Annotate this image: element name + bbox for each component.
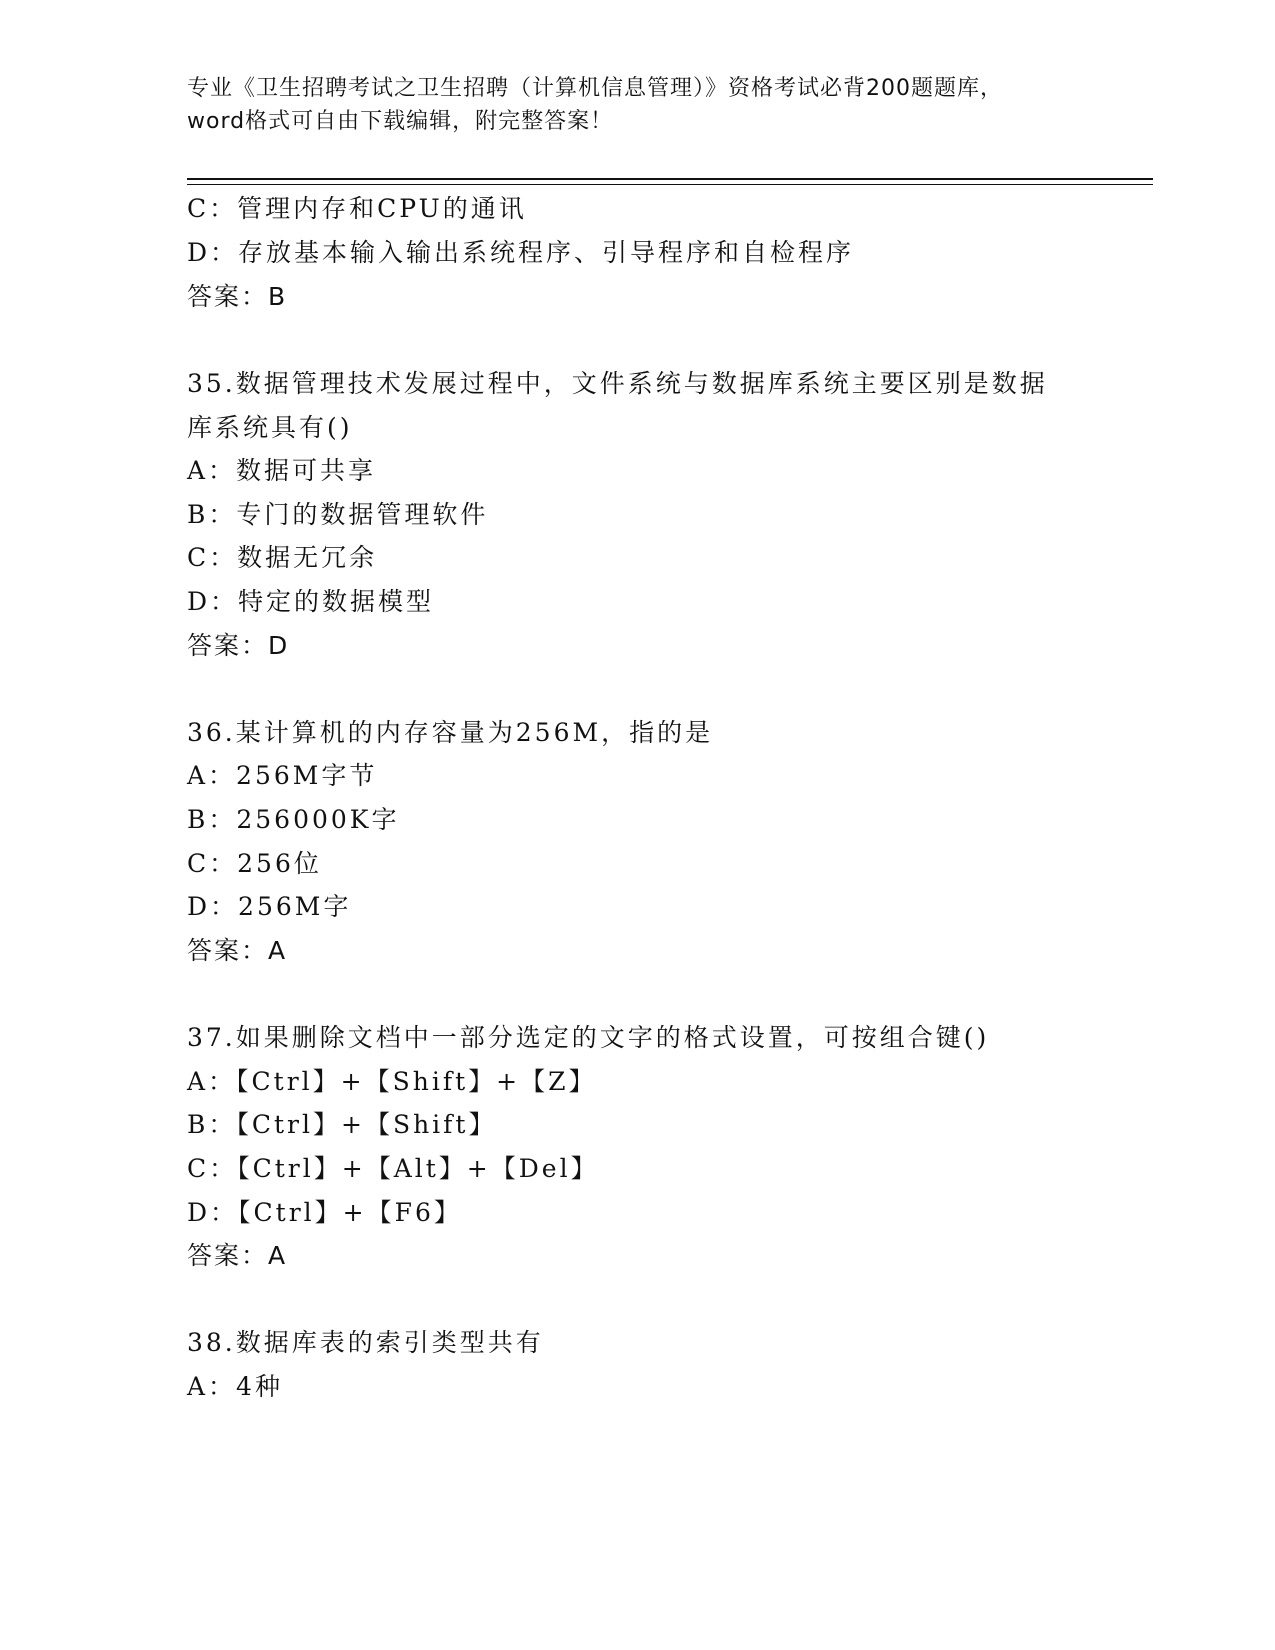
header-line-2: word格式可自由下载编辑，附完整答案！ <box>187 109 614 134</box>
option-d: D：256M字 <box>187 892 352 921</box>
option-a: A：【Ctrl】+【Shift】+【Z】 <box>187 1067 597 1096</box>
option-c: C：管理内存和CPU的通讯 <box>187 194 527 223</box>
header-line-1: 专业《卫生招聘考试之卫生招聘（计算机信息管理）》资格考试必背200题题库， <box>187 76 1003 101</box>
option-b: B：【Ctrl】+【Shift】 <box>187 1110 497 1139</box>
question-stem: 36.某计算机的内存容量为256M，指的是 <box>187 718 714 747</box>
document-header <box>187 72 1097 138</box>
option-a: A：4种 <box>187 1372 283 1401</box>
question-stem: 35.数据管理技术发展过程中，文件系统与数据库系统主要区别是数据 <box>187 369 1048 398</box>
option-b: B：专门的数据管理软件 <box>187 500 489 529</box>
option-d: D：【Ctrl】+【F6】 <box>187 1198 462 1227</box>
option-d: D：存放基本输入输出系统程序、引导程序和自检程序 <box>187 238 855 267</box>
option-d: D：特定的数据模型 <box>187 587 435 616</box>
answer: 答案：D <box>187 631 290 660</box>
question-stem: 37.如果删除文档中一部分选定的文字的格式设置，可按组合键() <box>187 1023 990 1052</box>
header-divider-thin <box>187 184 1153 185</box>
option-c: C：数据无冗余 <box>187 543 378 572</box>
option-c: C：【Ctrl】+【Alt】+【Del】 <box>187 1154 599 1183</box>
header-divider-thick <box>187 178 1153 180</box>
question-stem-continued: 库系统具有() <box>187 413 353 442</box>
option-a: A：数据可共享 <box>187 456 377 485</box>
option-c: C：256位 <box>187 849 322 878</box>
answer: 答案：B <box>187 282 288 311</box>
question-stem: 38.数据库表的索引类型共有 <box>187 1328 544 1357</box>
option-a: A：256M字节 <box>187 761 378 790</box>
answer: 答案：A <box>187 1241 288 1270</box>
answer: 答案：A <box>187 936 288 965</box>
option-b: B：256000K字 <box>187 805 400 834</box>
